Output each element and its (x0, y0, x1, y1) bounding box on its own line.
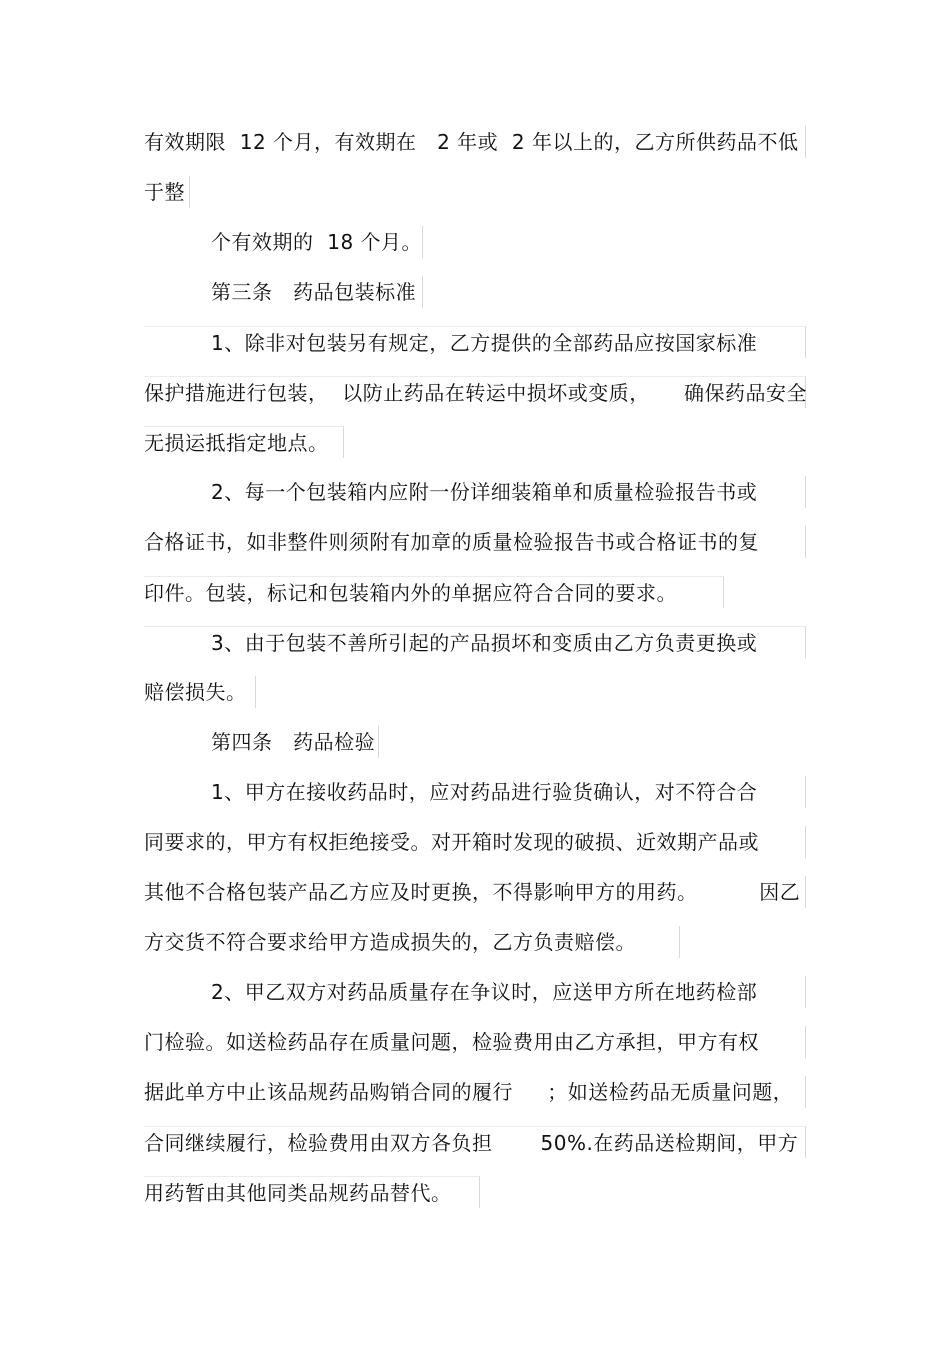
text-line: 据此单方中止该品规药品购销合同的履行 ；如送检药品无质量问题， (144, 1076, 806, 1108)
text-line: 门检验。如送检药品存在质量问题，检验费用由乙方承担，甲方有权 (144, 1026, 806, 1058)
text-line: 方交货不符合要求给甲方造成损失的，乙方负责赔偿。 (144, 926, 680, 958)
text-line: 1、甲方在接收药品时，应对药品进行验货确认，对不符合合 (211, 776, 806, 808)
text-line: 印件。包装，标记和包装箱内外的单据应符合合同的要求。 (144, 576, 724, 608)
text-line: 合同继续履行，检验费用由双方各负担 50%.在药品送检期间，甲方 (144, 1126, 806, 1158)
text-line: 合格证书，如非整件则须附有加章的质量检验报告书或合格证书的复 (144, 526, 806, 558)
text-line: 无损运抵指定地点。 (144, 426, 344, 458)
text-line: 2、甲乙双方对药品质量存在争议时，应送甲方所在地药检部 (211, 976, 806, 1008)
text-line: 1、除非对包装另有规定，乙方提供的全部药品应按国家标准 (144, 326, 806, 358)
text-line: 保护措施进行包装， 以防止药品在转运中损坏或变质， 确保药品安全 (144, 376, 806, 408)
text-line: 个有效期的 18 个月。 (211, 226, 423, 258)
text-line: 2、每一个包装箱内应附一份详细装箱单和质量检验报告书或 (211, 476, 806, 508)
text-line: 有效期限 12 个月，有效期在 2 年或 2 年以上的，乙方所供药品不低 (144, 126, 806, 158)
text-line: 同要求的，甲方有权拒绝接受。对开箱时发现的破损、近效期产品或 (144, 826, 806, 858)
section-heading: 第四条 药品检验 (211, 726, 379, 758)
section-heading: 第三条 药品包装标准 (211, 276, 423, 308)
text-line: 3、由于包装不善所引起的产品损坏和变质由乙方负责更换或 (144, 626, 806, 658)
text-line: 其他不合格包装产品乙方应及时更换，不得影响甲方的用药。 因乙 (144, 876, 806, 908)
text-line: 用药暂由其他同类品规药品替代。 (144, 1176, 480, 1208)
text-line: 赔偿损失。 (144, 676, 256, 708)
text-line: 于整 (144, 176, 190, 208)
